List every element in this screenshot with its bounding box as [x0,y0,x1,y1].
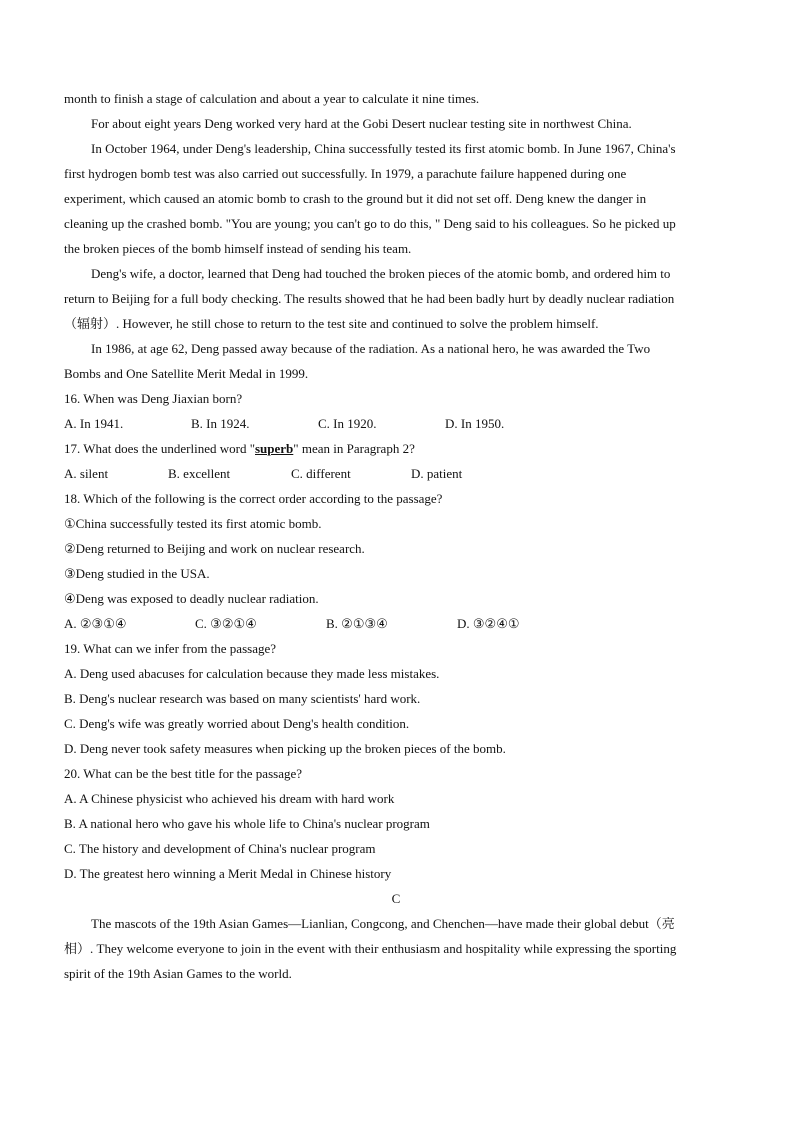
question-16 [64,386,728,436]
event-item: ②Deng returned to Beijing and work on nuclear research. [64,541,365,556]
option-b[interactable]: B. In 1924. [191,416,250,431]
option-b[interactable]: B. ②①③④ [326,616,388,631]
passage-line: Deng's wife, a doctor, learned that Deng had touched the broken pieces of the atomic bomb, and ordered him to [91,266,671,281]
passage-c [64,886,728,986]
passage-b [64,86,728,386]
option-a[interactable]: A. In 1941. [64,416,124,431]
stem-after: " mean in Paragraph 2? [293,441,415,456]
passage-line: experiment, which caused an atomic bomb to crash to the ground but it did not set off. Deng knew the danger in [64,191,647,206]
question-19 [64,636,728,761]
passage-line: the broken pieces of the bomb himself instead of sending his team. [64,241,412,256]
answer-options [64,411,728,436]
option-a[interactable]: A. ②③①④ [64,616,127,631]
option-c[interactable]: C. In 1920. [318,416,377,431]
passage-line: 相）. They welcome everyone to join in the event with their enthusiasm and hospitality while expressing the sporting [64,941,677,956]
passage-line: return to Beijing for a full body checking. The results showed that he had been badly hurt by deadly nuclear radiation [64,291,675,306]
section-heading: C [391,891,401,906]
passage-line: month to finish a stage of calculation and about a year to calculate it nine times. [64,91,480,106]
passage-line: In 1986, at age 62, Deng passed away because of the radiation. As a national hero, he was awarded the Two [91,341,651,356]
option-b[interactable]: B. excellent [168,466,231,481]
option-b[interactable]: B. Deng's nuclear research was based on many scientists' hard work. [64,691,421,706]
passage-line: cleaning up the crashed bomb. "You are young; you can't go to do this, " Deng said to his colleagues. So he picked up [64,216,676,231]
exam-page [64,86,728,986]
passage-line: Bombs and One Satellite Merit Medal in 1999. [64,366,309,381]
question-stem: 16. When was Deng Jiaxian born? [64,391,243,406]
option-a[interactable]: A. A Chinese physicist who achieved his dream with hard work [64,791,395,806]
answer-options [64,461,728,486]
event-item: ④Deng was exposed to deadly nuclear radiation. [64,591,319,606]
question-18 [64,486,728,636]
underlined-word: superb [255,441,294,456]
question-stem: 20. What can be the best title for the passage? [64,766,303,781]
option-c[interactable]: C. The history and development of China's nuclear program [64,841,376,856]
passage-line: In October 1964, under Deng's leadership, China successfully tested its first atomic bomb. In June 1967, China's [91,141,676,156]
option-d[interactable]: D. The greatest hero winning a Merit Medal in Chinese history [64,866,392,881]
option-d[interactable]: D. Deng never took safety measures when picking up the broken pieces of the bomb. [64,741,506,756]
passage-line: first hydrogen bomb test was also carried out successfully. In 1979, a parachute failure happened during one [64,166,627,181]
option-d[interactable]: D. ③②④① [457,616,520,631]
passage-line: （辐射）. However, he still chose to return to the test site and continued to solve the problem himself. [64,316,599,331]
question-stem [64,436,728,461]
option-c[interactable]: C. different [291,466,351,481]
passage-line: For about eight years Deng worked very hard at the Gobi Desert nuclear testing site in northwest China. [91,116,632,131]
passage-line: spirit of the 19th Asian Games to the world. [64,966,292,981]
option-a[interactable]: A. silent [64,466,109,481]
question-17 [64,436,728,486]
option-b[interactable]: B. A national hero who gave his whole life to China's nuclear program [64,816,430,831]
option-a[interactable]: A. Deng used abacuses for calculation because they made less mistakes. [64,666,440,681]
stem-before: 17. What does the underlined word " [64,441,255,456]
event-item: ③Deng studied in the USA. [64,566,210,581]
option-d[interactable]: D. patient [411,466,463,481]
answer-options [64,611,728,636]
option-d[interactable]: D. In 1950. [445,416,505,431]
option-c[interactable]: C. Deng's wife was greatly worried about Deng's health condition. [64,716,410,731]
passage-line: The mascots of the 19th Asian Games—Lianlian, Congcong, and Chenchen—have made their global debut（亮 [91,916,675,931]
event-item: ①China successfully tested its first atomic bomb. [64,516,322,531]
option-c[interactable]: C. ③②①④ [195,616,257,631]
question-stem: 19. What can we infer from the passage? [64,641,277,656]
question-20 [64,761,728,886]
question-stem: 18. Which of the following is the correct order according to the passage? [64,491,443,506]
